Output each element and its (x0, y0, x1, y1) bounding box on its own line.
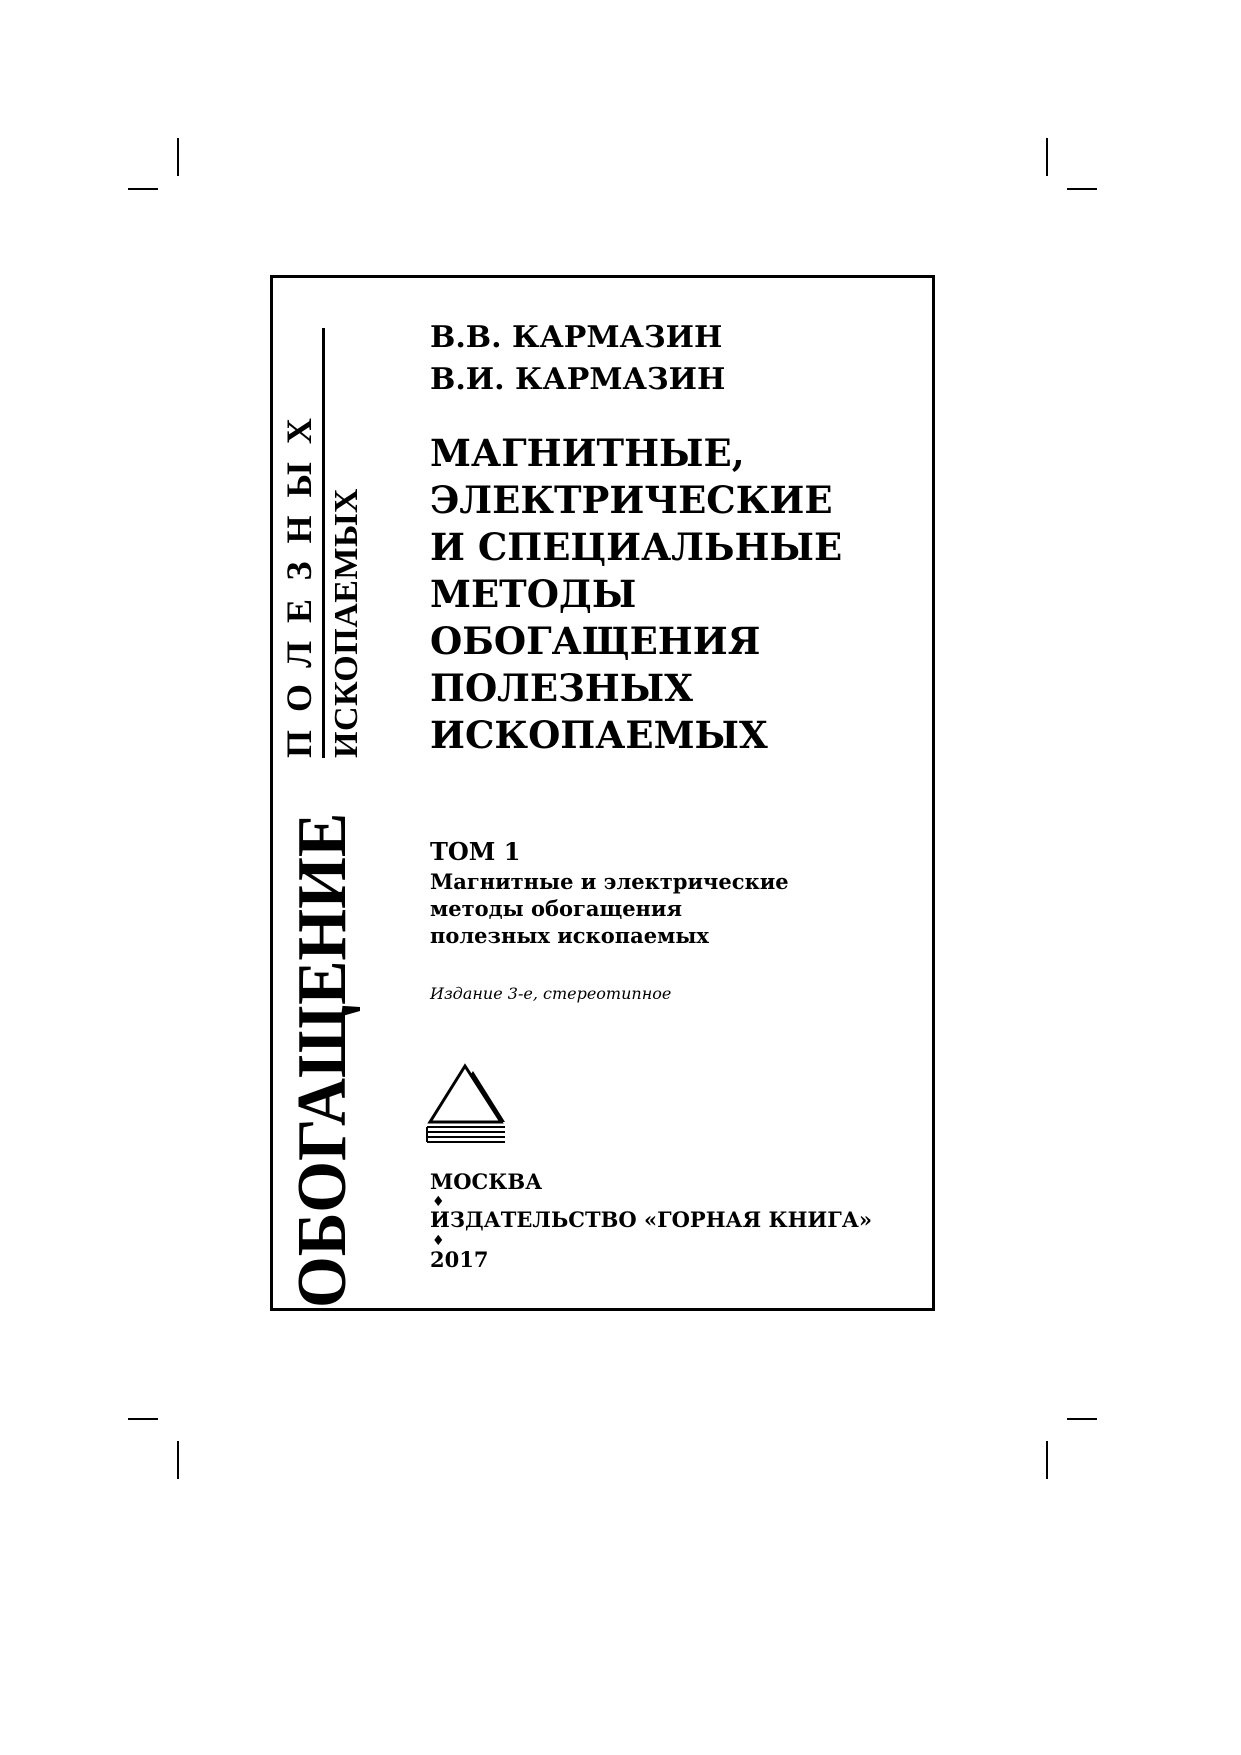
crop-mark-top-right-vertical (1046, 138, 1048, 176)
book-title-line: И СПЕЦИАЛЬНЫЕ (430, 525, 843, 569)
book-title (430, 430, 910, 759)
series-spine (275, 274, 371, 1308)
series-subtitle-bottom: ИСКОПАЕМЫХ (328, 488, 365, 758)
author-1: В.В. КАРМАЗИН (430, 320, 723, 355)
book-title-line: ИСКОПАЕМЫХ (430, 713, 768, 757)
book-title-line: ПОЛЕЗНЫХ (430, 666, 693, 710)
series-subtitle-top: ПОЛЕЗНЫХ (279, 400, 319, 758)
imprint-separator: ♦ (432, 1233, 445, 1249)
crop-mark-bottom-right-vertical (1046, 1441, 1048, 1479)
crop-mark-top-left-vertical (177, 138, 179, 176)
imprint-city: МОСКВА (430, 1169, 543, 1194)
series-main-title: ОБОГАЩЕНИЕ (284, 812, 361, 1308)
imprint-publisher: ИЗДАТЕЛЬСТВО «ГОРНАЯ КНИГА» (430, 1207, 872, 1232)
volume-subtitle-line: полезных ископаемых (430, 923, 709, 948)
mountain-book-logo-icon (425, 1062, 507, 1144)
volume-label: ТОМ 1 (430, 837, 521, 866)
crop-mark-top-right-horizontal (1067, 188, 1097, 190)
crop-mark-top-left-horizontal (128, 188, 158, 190)
author-2: В.И. КАРМАЗИН (430, 362, 726, 397)
volume-subtitle (430, 868, 910, 949)
book-title-line: МЕТОДЫ (430, 572, 637, 616)
edition-note: Издание 3-е, стереотипное (430, 984, 672, 1003)
imprint-year: 2017 (430, 1247, 489, 1272)
crop-mark-bottom-left-vertical (177, 1441, 179, 1479)
imprint-separator: ♦ (432, 1194, 445, 1210)
crop-mark-bottom-right-horizontal (1067, 1418, 1097, 1420)
book-title-line: ЭЛЕКТРИЧЕСКИЕ (430, 478, 833, 522)
book-title-line: ОБОГАЩЕНИЯ (430, 619, 761, 663)
book-title-line: МАГНИТНЫЕ, (430, 431, 745, 475)
volume-subtitle-line: Магнитные и электрические (430, 869, 789, 894)
volume-subtitle-line: методы обогащения (430, 896, 683, 921)
crop-mark-bottom-left-horizontal (128, 1418, 158, 1420)
